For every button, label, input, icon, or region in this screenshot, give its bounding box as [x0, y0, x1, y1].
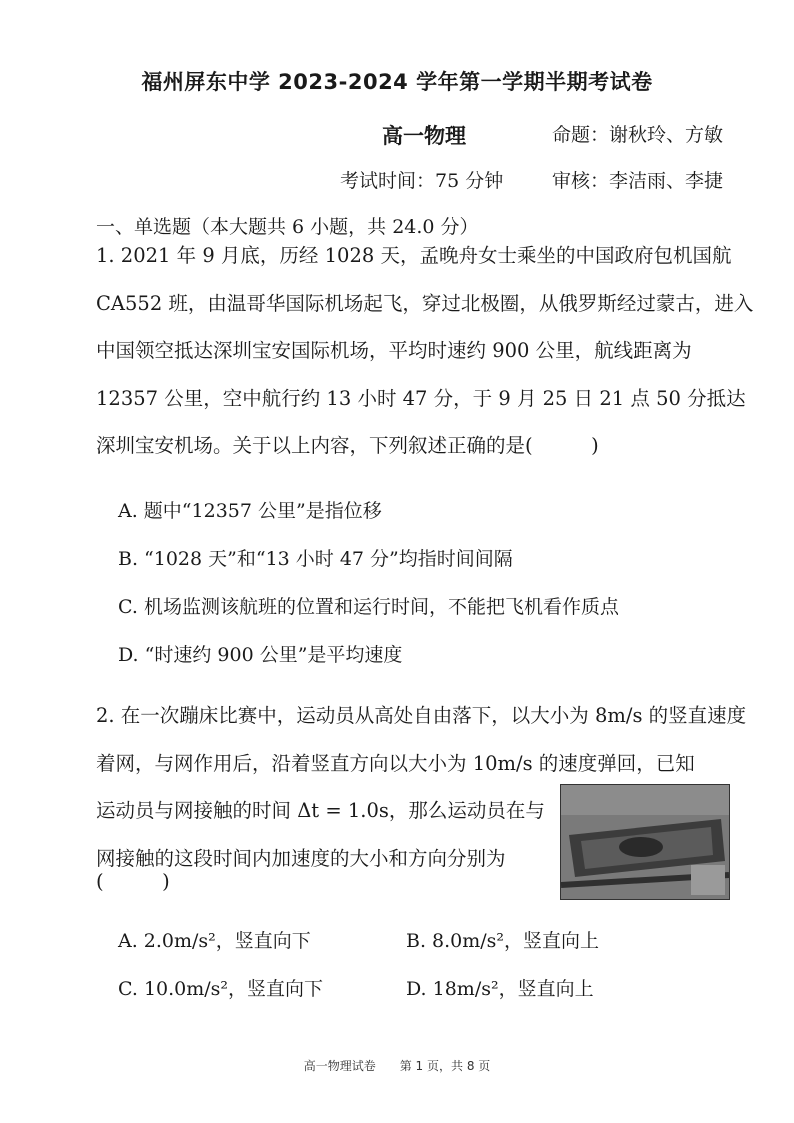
reviewers-label: 审核：李洁雨、李捷: [552, 170, 724, 192]
section-heading: 一、单选题（本大题共 6 小题，共 24.0 分）: [96, 216, 479, 238]
exam-time-label: 考试时间：75 分钟: [340, 170, 504, 192]
question-2-stem-line-1: 2. 在一次蹦床比赛中，运动员从高处自由落下，以大小为 8m/s 的竖直速度着网，与网作用后，沿着竖直方向以大小为 10m/s 的速度弹回，已知: [96, 704, 747, 775]
question-1-option-c: C. 机场监测该航班的位置和运行时间，不能把飞机看作质点: [118, 596, 619, 618]
question-2-option-d: D. 18m/s²，竖直向上: [406, 978, 594, 1000]
question-2-stem-line-2: 运动员与网接触的时间 Δt = 1.0s，那么运动员在与网接触的这段时间内加速度的大小和方向分别为: [96, 799, 545, 870]
question-2-option-c: C. 10.0m/s²，竖直向下: [118, 978, 324, 1000]
question-2-option-b: B. 8.0m/s²，竖直向上: [406, 930, 600, 952]
question-1-option-a: A. 题中“12357 公里”是指位移: [118, 500, 382, 522]
exam-title: 福州屏东中学 2023-2024 学年第一学期半期考试卷: [141, 70, 653, 94]
page-footer: 高一物理试卷 第 1 页，共 8 页: [303, 1059, 491, 1073]
authors-label: 命题：谢秋玲、方敏: [552, 124, 724, 146]
trampoline-photo-image: [561, 785, 729, 899]
trampoline-photo: [560, 784, 730, 900]
question-1-option-d: D. “时速约 900 公里”是平均速度: [118, 644, 403, 666]
subject-label: 高一物理: [382, 124, 466, 148]
question-1-option-b: B. “1028 天”和“13 小时 47 分”均指时间间隔: [118, 548, 513, 570]
question-1-stem: 1. 2021 年 9 月底，历经 1028 天，孟晚舟女士乘坐的中国政府包机国航 CA552 班，由温哥华国际机场起飞，穿过北极圈，从俄罗斯经过蒙古，进入中国领空抵达深圳宝安国际机场，平均时速约 900 公里，航线距离为 12357 公里，空中航行约 13 小时 47 分，于 9 月 25 日 21 点 50 分抵达深圳宝安机场。关于以上内容，下列叙述正确的是( ): [96, 244, 754, 457]
question-2-answer-paren: ( ): [96, 870, 170, 893]
question-2-option-a: A. 2.0m/s²，竖直向下: [118, 930, 311, 952]
